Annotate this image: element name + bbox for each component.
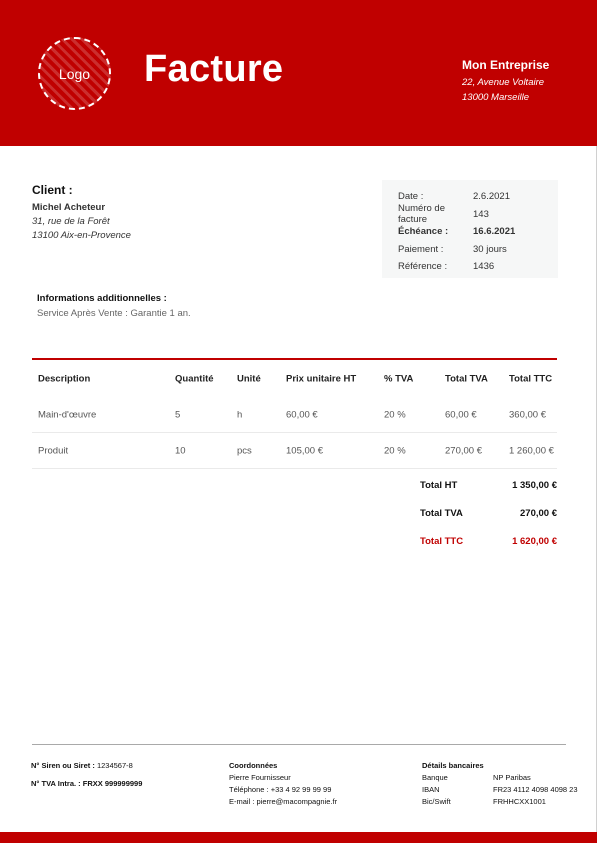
footer-bank-title: Détails bancaires [422,761,484,770]
footer-contact [229,760,337,808]
meta-row-due-date [382,223,558,241]
column-header: Prix unitaire HT [286,373,357,384]
bank-key: Bic/Swift [422,797,451,806]
meta-key: Numéro de facture [398,203,445,226]
column-header: Total TTC [509,373,553,384]
table-row [32,433,557,469]
table-cell: 60,00 € [286,409,318,420]
meta-key: Date : [398,191,424,203]
company-address-line: 22, Avenue Voltaire [462,77,545,88]
table-cell: 20 % [384,445,406,456]
footer-siren-label: N° Siren ou Siret : [31,761,95,770]
table-cell: Main-d'œuvre [38,409,97,420]
footer-contact-title: Coordonnées [229,761,278,770]
footer-tva [31,778,142,790]
additional-info [37,293,191,319]
client-address-line: 31, rue de la Forêt [32,216,110,227]
client-block [32,183,131,243]
table-cell: h [237,409,243,420]
bank-key: IBAN [422,785,440,794]
table-cell: 60,00 € [445,409,477,420]
client-name: Michel Acheteur [32,202,106,213]
footer-contact-phone: Téléphone : +33 4 92 99 99 99 [229,785,332,794]
footer-contact-name: Pierre Fournisseur [229,773,291,782]
totals-block [420,478,557,562]
footer-contact-email: E-mail : pierre@macompagnie.fr [229,797,338,806]
footer-bank-row [422,772,578,784]
table-cell: 5 [175,409,181,420]
total-value: 270,00 € [520,508,557,519]
footer-siren [31,760,142,772]
bank-key: Banque [422,773,448,782]
additional-info-label: Informations additionnelles : [37,293,167,304]
footer-accent-bar [0,832,597,843]
footer-siren-value: 1234567-8 [96,761,133,770]
footer-tva-label: N° TVA Intra. : [31,779,81,788]
table-cell: 105,00 € [286,445,323,456]
column-header: % TVA [384,373,414,384]
table-cell: 270,00 € [445,445,482,456]
total-value: 1 350,00 € [512,480,557,491]
company-address-line: 13000 Marseille [462,92,530,103]
column-header: Quantité [175,373,214,384]
column-header: Unité [237,373,261,384]
table-cell: Produit [38,445,69,456]
table-row [32,397,557,433]
company-block [462,58,549,105]
footer-bank-row [422,796,578,808]
client-address [32,215,131,243]
meta-key: Référence : [398,261,448,273]
meta-value: 143 [473,208,489,220]
footer-tva-value: FRXX 999999999 [82,779,143,788]
table-header-row [32,360,557,397]
meta-value: 1436 [473,261,495,273]
company-logo [38,37,111,110]
meta-row-invoice-number [382,203,558,226]
total-label: Total TVA [420,508,463,519]
meta-row-reference [382,258,558,276]
invoice-meta-box [382,180,558,278]
additional-info-text: Service Après Vente : Garantie 1 an. [37,308,191,319]
meta-key: Paiement : [398,243,444,255]
footer-bank-row [422,784,578,796]
table-cell: 360,00 € [509,409,546,420]
invoice-title: Facture [144,48,284,90]
total-ttc-row [420,534,557,562]
meta-key: Échéance : [398,226,449,238]
bank-value: FR23 4112 4098 4098 23 [493,785,578,794]
logo-label: Logo [58,65,91,82]
footer-divider [32,744,566,745]
total-value: 1 620,00 € [512,536,557,547]
client-address-line: 13100 Aix-en-Provence [32,230,131,241]
table-cell: 1 260,00 € [509,445,554,456]
total-tva-row [420,506,557,534]
table-cell: 20 % [384,409,406,420]
column-header: Total TVA [445,373,488,384]
table-cell: pcs [237,445,252,456]
total-ht-row [420,478,557,506]
footer-legal [31,760,142,796]
client-label: Client : [32,183,73,197]
bank-value: NP Paribas [493,773,531,782]
company-address [462,75,549,105]
invoice-header [0,0,597,146]
meta-value: 2.6.2021 [473,191,510,203]
meta-value: 16.6.2021 [473,226,516,238]
meta-value: 30 jours [473,243,507,255]
footer-bank [422,760,578,808]
invoice-table [32,358,557,469]
column-header: Description [38,373,91,384]
total-label: Total HT [420,480,458,491]
table-cell: 10 [175,445,186,456]
company-name: Mon Entreprise [462,58,550,72]
bank-value: FRHHCXX1001 [493,797,546,806]
total-label: Total TTC [420,536,464,547]
meta-row-payment [382,241,558,259]
